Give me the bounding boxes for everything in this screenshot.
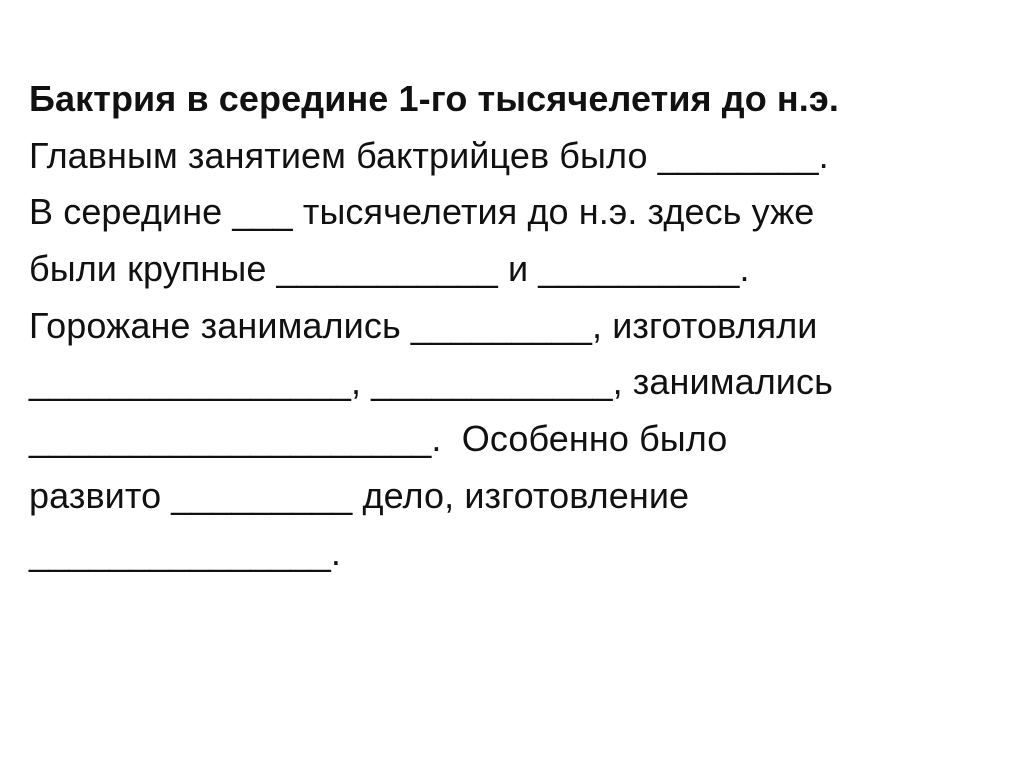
worksheet-title: Бактрия в середине 1-го тысячелетия до н.э. — [29, 78, 839, 119]
worksheet-line: развито _________ дело, изготовление — [29, 474, 690, 516]
worksheet-line: ____________________. Особенно было — [29, 418, 728, 460]
worksheet-text — [29, 71, 1009, 581]
worksheet-line: ________________, ____________, занимались — [29, 361, 833, 403]
worksheet-line: Главным занятием бактрийцев было ________. — [29, 134, 829, 176]
worksheet-line: В середине ___ тысячелетия до н.э. здесь уже — [29, 191, 815, 233]
worksheet-line: были крупные ___________ и __________. — [29, 248, 750, 290]
worksheet-line: _______________. — [29, 531, 341, 573]
worksheet-line: Горожане занимались _________, изготовляли — [29, 304, 818, 346]
